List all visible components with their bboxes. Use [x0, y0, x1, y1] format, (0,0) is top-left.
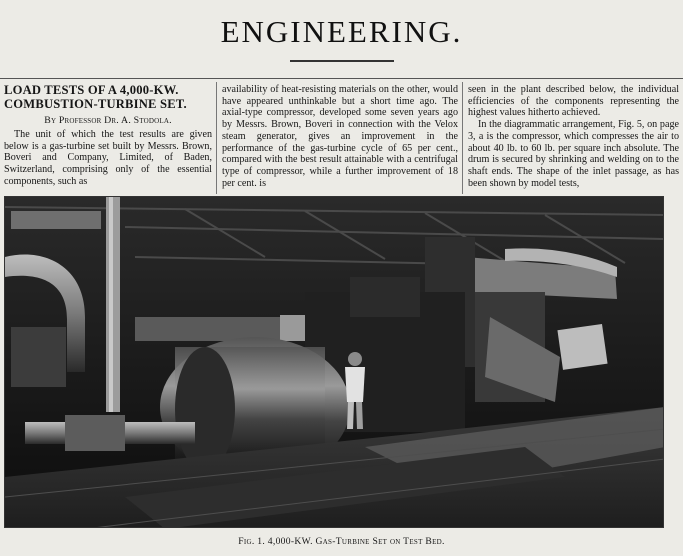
figure-caption: Fig. 1. 4,000-KW. Gas-Turbine Set on Test Bed.: [238, 536, 445, 547]
masthead-rule: [290, 60, 394, 62]
masthead: ENGINEERING.: [220, 14, 463, 49]
column-2: [222, 84, 458, 196]
article-byline: By Professor Dr. A. Stodola.: [44, 115, 172, 127]
column-divider-1: [216, 82, 217, 194]
column-divider-2: [462, 82, 463, 194]
column-1-text: The unit of which the test results are given below is a gas-turbine set built by Messrs. Brown, Boveri and Company, Limited, of Baden, Switzerland, comprising only of the essential components, such as: [4, 128, 212, 187]
figure-photo-gas-turbine: [4, 196, 664, 528]
article-title-line-2: COMBUSTION-TURBINE SET.: [4, 96, 187, 111]
column-3-text-a: seen in the plant described below, the individual efficiencies of the components representing the highest values hitherto achieved.: [468, 84, 679, 119]
header-rule: [0, 78, 683, 79]
article-title-line-1: LOAD TESTS OF A 4,000-KW.: [4, 84, 179, 97]
column-1: [4, 84, 212, 196]
column-3: [468, 84, 679, 196]
column-3-text-b: In the diagrammatic arrangement, Fig. 5, on page 3, a is the compressor, which compresses the air to about 40 lb. to 60 lb. per square inch absolute. The drum is secured by shrinking and welding on to the shaft ends. The shape of the inlet passage, as has been shown by model tests,: [468, 119, 679, 189]
photo-illustration: [5, 197, 664, 528]
column-2-text: availability of heat-resisting materials on the other, would have appeared unthinkable but a short time ago. The axial-type compressor, developed some seven years ago by Messrs. Brown, Boveri in connection with the Velox steam generator, gives an improvement in the performance of the gas-turbine cycle of 65 per cent., compared with the best result attainable with a centrifugal type of compressor, while a further improvement of 18 per cent. is: [222, 84, 458, 189]
